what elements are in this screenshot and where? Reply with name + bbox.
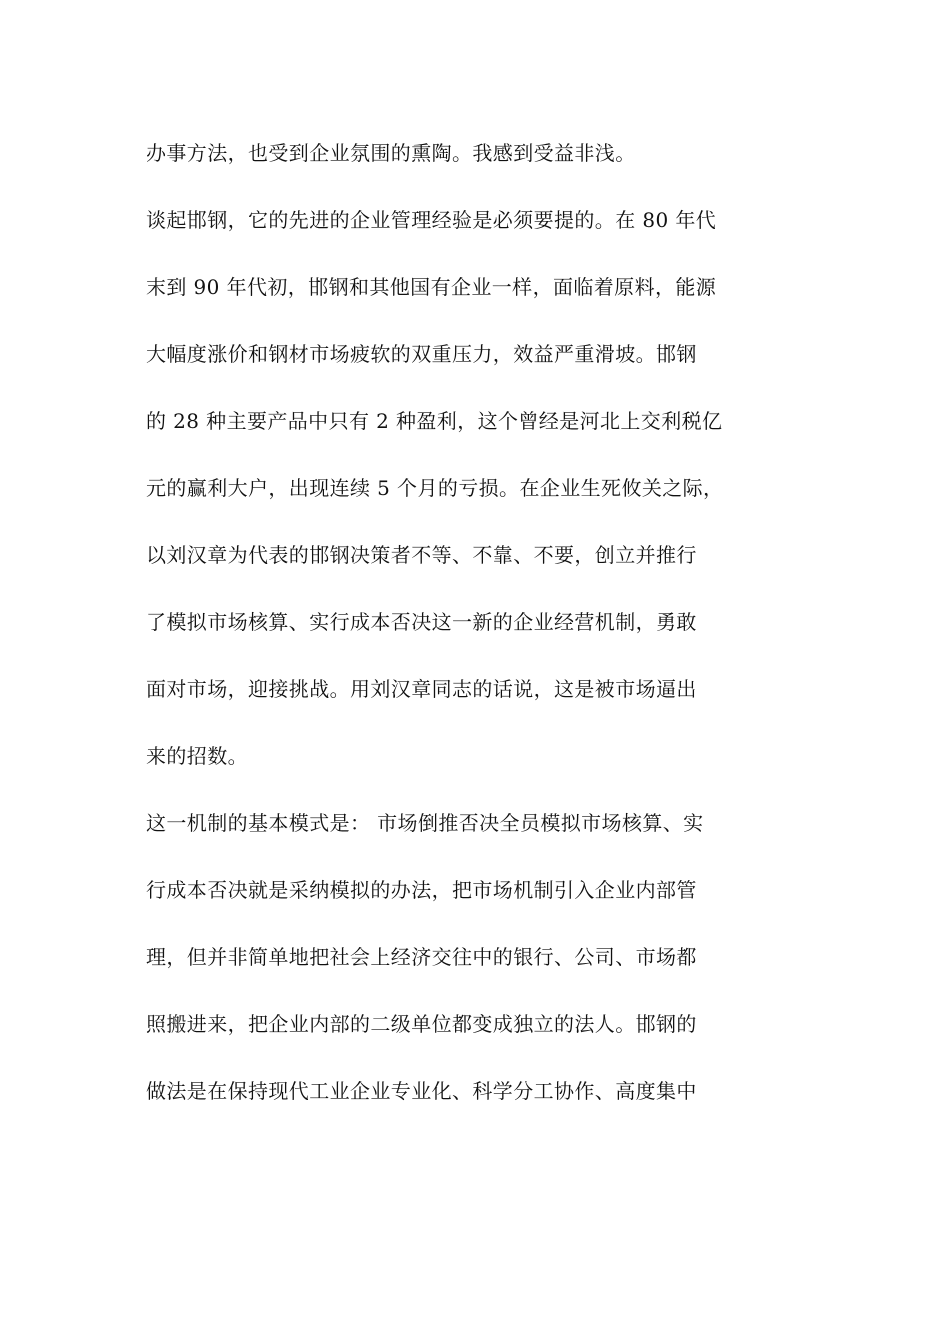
text-line: 这一机制的基本模式是： 市场倒推否决全员模拟市场核算、实	[146, 811, 704, 835]
text-line: 的 28 种主要产品中只有 2 种盈利，这个曾经是河北上交利税亿	[146, 409, 723, 433]
text-line: 照搬进来，把企业内部的二级单位都变成独立的法人。邯钢的	[146, 1012, 697, 1036]
text-line: 做法是在保持现代工业企业专业化、科学分工协作、高度集中	[146, 1079, 697, 1103]
text-line: 大幅度涨价和钢材市场疲软的双重压力，效益严重滑坡。邯钢	[146, 342, 697, 366]
text-line: 谈起邯钢，它的先进的企业管理经验是必须要提的。在 80 年代	[146, 208, 717, 232]
text-line: 行成本否决就是采纳模拟的办法，把市场机制引入企业内部管	[146, 878, 697, 902]
text-line: 来的招数。	[146, 744, 248, 768]
text-line: 理，但并非简单地把社会上经济交往中的银行、公司、市场都	[146, 945, 697, 969]
text-line: 元的赢利大户，出现连续 5 个月的亏损。在企业生死攸关之际，	[146, 476, 724, 500]
body-text	[146, 134, 816, 1139]
text-line: 了模拟市场核算、实行成本否决这一新的企业经营机制，勇敢	[146, 610, 697, 634]
text-line: 以刘汉章为代表的邯钢决策者不等、不靠、不要，创立并推行	[146, 543, 697, 567]
text-line: 面对市场，迎接挑战。用刘汉章同志的话说，这是被市场逼出	[146, 677, 697, 701]
text-line: 末到 90 年代初，邯钢和其他国有企业一样，面临着原料，能源	[146, 275, 717, 299]
text-line: 办事方法，也受到企业氛围的熏陶。我感到受益非浅。	[146, 141, 636, 165]
